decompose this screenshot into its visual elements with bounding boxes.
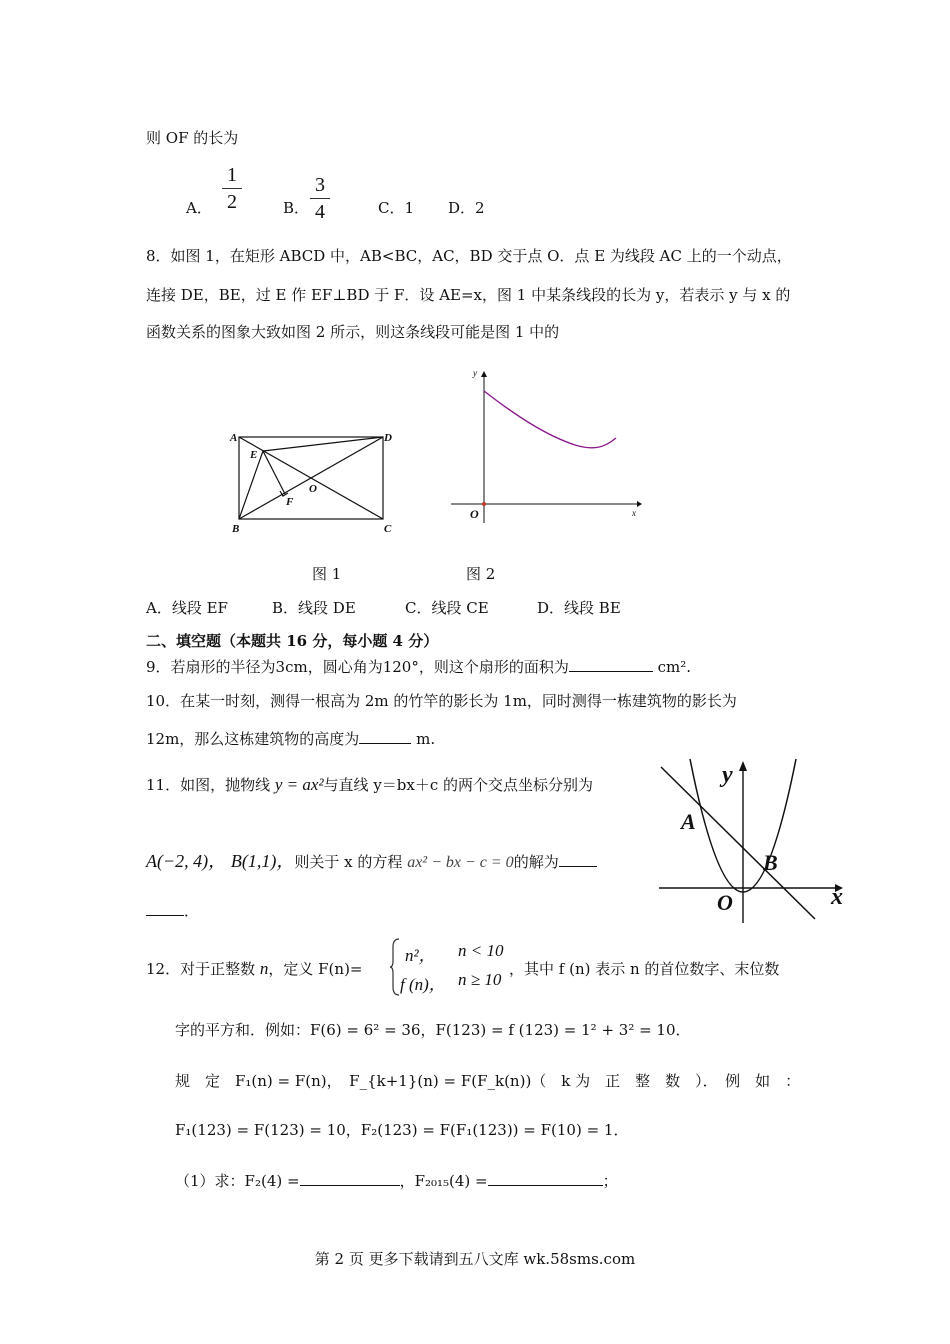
fig2-caption: 图 2 xyxy=(466,565,496,583)
q7-option-a-label: A． xyxy=(186,199,212,217)
q11-label-x: x xyxy=(831,884,843,910)
q7-option-c: C．1 xyxy=(378,199,415,217)
q11-label-y: y xyxy=(722,762,733,788)
q12-n: n xyxy=(259,959,269,978)
figure-1-rectangle xyxy=(225,425,400,540)
q12-line5-mid: ，F₂₀₁₅(4) = xyxy=(399,1172,488,1190)
q10-line2-post: m. xyxy=(416,730,436,748)
q11-y-arrow xyxy=(739,761,747,771)
page-footer: 第 2 页 更多下载请到五八文库 wk.58sms.com xyxy=(314,1250,636,1268)
q8-option-d: D．线段 BE xyxy=(537,599,621,617)
q11-line2 xyxy=(146,847,597,873)
q11-eq2: ax² − bx − c = 0 xyxy=(407,854,514,871)
q7-option-b-denominator: 4 xyxy=(315,201,325,223)
q7-tail: 则 OF 的长为 xyxy=(146,129,239,147)
q7-option-b-numerator: 3 xyxy=(315,174,325,196)
segment-de xyxy=(263,437,383,451)
fig1-label-e: E xyxy=(250,449,258,461)
q11-line3 xyxy=(146,900,199,921)
q8-option-a: A．线段 EF xyxy=(146,599,228,617)
q12-def: ，定义 F(n)= xyxy=(268,960,363,978)
q12-line4: F₁(123) = F(123) = 10，F₂(123) = F(F₁(123)) = F(10) = 1． xyxy=(175,1121,629,1139)
fig1-caption: 图 1 xyxy=(312,565,342,583)
q11-point-b: B(1,1)， xyxy=(230,851,295,871)
fig2-curve xyxy=(484,391,616,448)
q11-figure-parabola xyxy=(655,755,850,925)
fig1-label-c: C xyxy=(384,523,392,535)
fig2-origin-point xyxy=(482,502,486,506)
q11-line2-post: 的解为 xyxy=(513,853,559,871)
q11-label-a: A xyxy=(681,809,696,834)
q9-blank[interactable] xyxy=(569,657,653,672)
q12-blank-1[interactable] xyxy=(300,1171,400,1186)
q7-option-a-numerator: 1 xyxy=(227,164,237,186)
q10-line2-pre: 12m，那么这栋建筑物的高度为 xyxy=(146,730,360,748)
q11-line3-post: ． xyxy=(184,902,200,920)
q8-option-b: B．线段 DE xyxy=(272,599,356,617)
fig2-x-arrow xyxy=(637,501,642,507)
q9 xyxy=(146,656,691,677)
fig2-label-y: y xyxy=(473,368,477,378)
fig1-label-a: A xyxy=(230,432,238,444)
fig1-label-o: O xyxy=(309,483,317,495)
q8-option-c: C．线段 CE xyxy=(405,599,489,617)
q7-option-a-fraction xyxy=(222,164,242,213)
fig1-label-f: F xyxy=(286,496,294,508)
q10-line1: 10．在某一时刻，测得一根高为 2m 的竹竿的影长为 1m，同时测得一栋建筑物的影长为 xyxy=(146,692,737,710)
q7-option-a-denominator: 2 xyxy=(227,191,237,213)
q12-line1-pre xyxy=(146,958,362,979)
q12-blank-2[interactable] xyxy=(488,1171,603,1186)
q12-line3: 规 定 F₁(n) = F(n)， F_{k+1}(n) = F(F_k(n))（ k 为 正 整 数 ）． 例 如 ： xyxy=(175,1072,801,1090)
section-2-title: 二、填空题（本题共 16 分，每小题 4 分） xyxy=(146,632,439,650)
q11-label-o: O xyxy=(717,890,733,915)
q12-line1-text: 12．对于正整数 xyxy=(146,960,256,978)
figure-2-graph xyxy=(445,365,645,525)
q11-line1 xyxy=(146,774,593,795)
q12-case2-expr: f (n)， xyxy=(400,975,446,994)
q7-option-b-label: B． xyxy=(283,199,310,217)
q11-point-a: A(−2, 4)， xyxy=(146,851,227,871)
q11-eq1: y = ax² xyxy=(274,775,324,794)
fig1-label-b: B xyxy=(232,523,240,535)
q9-unit: cm². xyxy=(657,658,692,676)
q12-case2-cond: n ≥ 10 xyxy=(458,970,502,989)
q9-text: 9．若扇形的半径为3cm，圆心角为120°，则这个扇形的面积为 xyxy=(146,658,569,676)
q11-line1-mid: 与直线 y＝bx＋c 的两个交点坐标分别为 xyxy=(323,776,594,794)
q12-line5 xyxy=(175,1170,618,1191)
q12-line1-post: ，其中 f (n) 表示 n 的首位数字、末位数 xyxy=(509,960,780,978)
segment-be xyxy=(239,451,263,519)
q12-case1-cond: n < 10 xyxy=(458,941,504,960)
q8-line3: 函数关系的图象大致如图 2 所示，则这条线段可能是图 1 中的 xyxy=(146,323,560,341)
fig2-label-o: O xyxy=(470,507,479,521)
q11-label-b: B xyxy=(763,850,778,875)
fig1-label-d: D xyxy=(384,432,392,444)
q8-line2: 连接 DE，BE，过 E 作 EF⊥BD 于 F．设 AE=x，图 1 中某条线段的长为 y，若表示 y 与 x 的 xyxy=(146,286,791,304)
q7-option-d: D．2 xyxy=(448,199,485,217)
q11-line1-pre: 11．如图，抛物线 xyxy=(146,776,271,794)
q11-blank-a[interactable] xyxy=(559,852,597,867)
q8-line1: 8．如图 1，在矩形 ABCD 中，AB<BC，AC，BD 交于点 O．点 E 为线段 AC 上的一个动点， xyxy=(146,247,792,265)
q12-line5-pre: （1）求：F₂(4) = xyxy=(175,1172,300,1190)
q7-option-b-fraction xyxy=(310,174,330,223)
q11-blank-b[interactable] xyxy=(146,901,184,916)
q12-case1-expr: n²， xyxy=(405,946,436,965)
q10-line2 xyxy=(146,728,435,749)
fig2-y-arrow xyxy=(481,371,487,377)
q11-line2-mid: 则关于 x 的方程 xyxy=(294,853,403,871)
q12-line5-post: ； xyxy=(602,1172,618,1190)
q12-line2: 字的平方和．例如：F(6) = 6² = 36，F(123) = f (123) = 1² + 3² = 10． xyxy=(175,1021,691,1039)
straight-line xyxy=(661,767,815,919)
q10-blank[interactable] xyxy=(359,729,411,744)
fig2-label-x: x xyxy=(632,508,636,518)
